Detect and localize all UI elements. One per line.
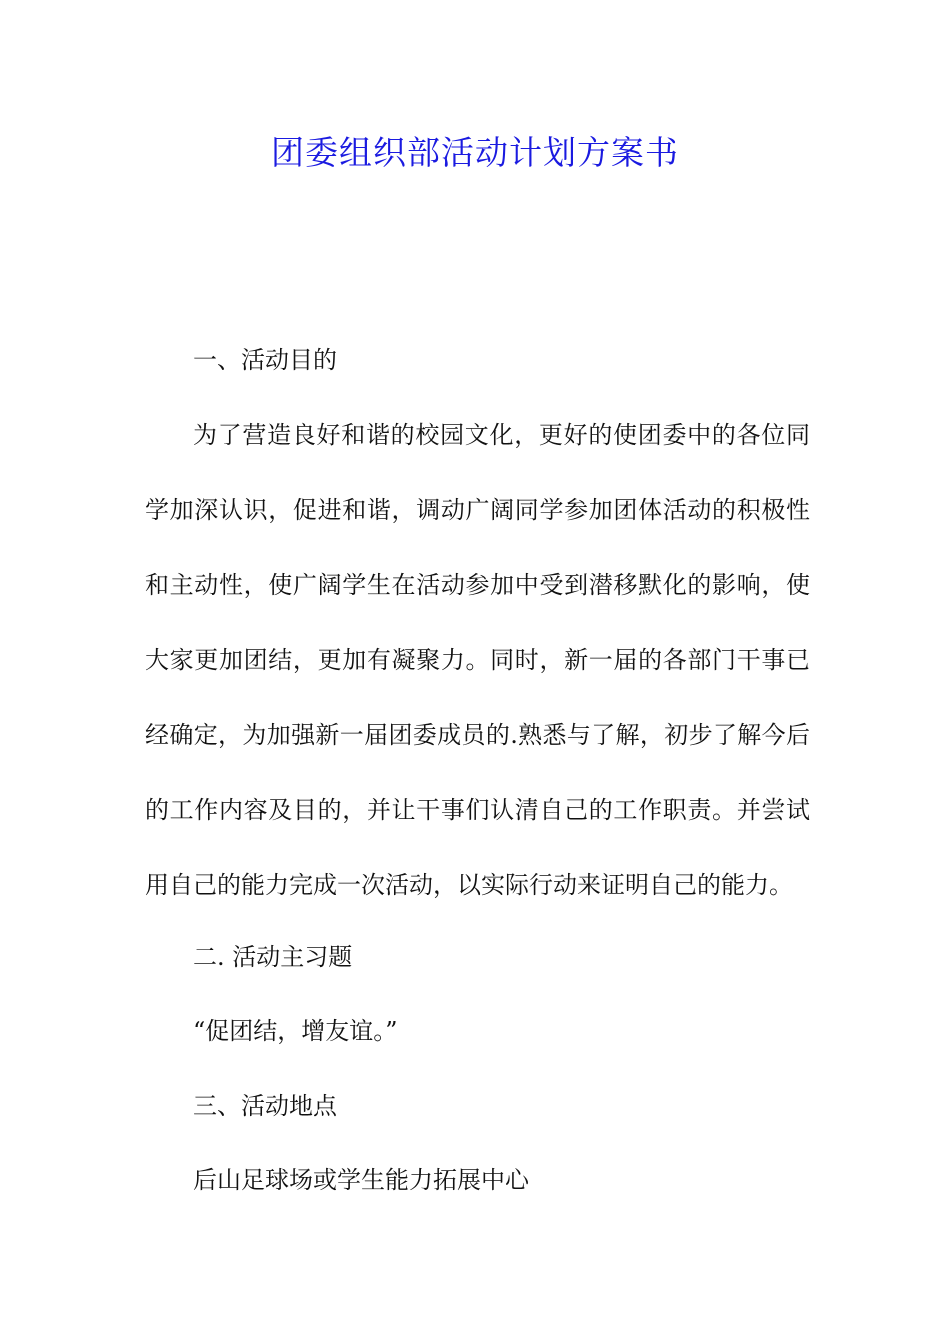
section-heading-purpose: 一、活动目的 xyxy=(193,346,337,374)
section-paragraph-location: 后山足球场或学生能力拓展中心 xyxy=(193,1166,529,1194)
section-paragraph-theme: “促团结，增友谊。” xyxy=(193,1017,398,1045)
section-paragraph-purpose: 为了营造良好和谐的校园文化，更好的使团委中的各位同学加深认识，促进和谐，调动广阔同学参加团体活动的积极性和主动性，使广阔学生在活动参加中受到潜移默化的影响，使大家更加团结，更加有凝聚力。同时，新一届的各部门干事已经确定，为加强新一届团委成员的.熟悉与了解，初步了解今后的工作内容及目的，并让干事们认清自己的工作职责。并尝试用自己的能力完成一次活动，以实际行动来证明自己的能力。 xyxy=(145,421,810,899)
section-heading-theme: 二. 活动主习题 xyxy=(193,943,353,971)
document-title: 团委组织部活动计划方案书 xyxy=(271,133,679,172)
section-heading-location: 三、活动地点 xyxy=(193,1092,337,1120)
